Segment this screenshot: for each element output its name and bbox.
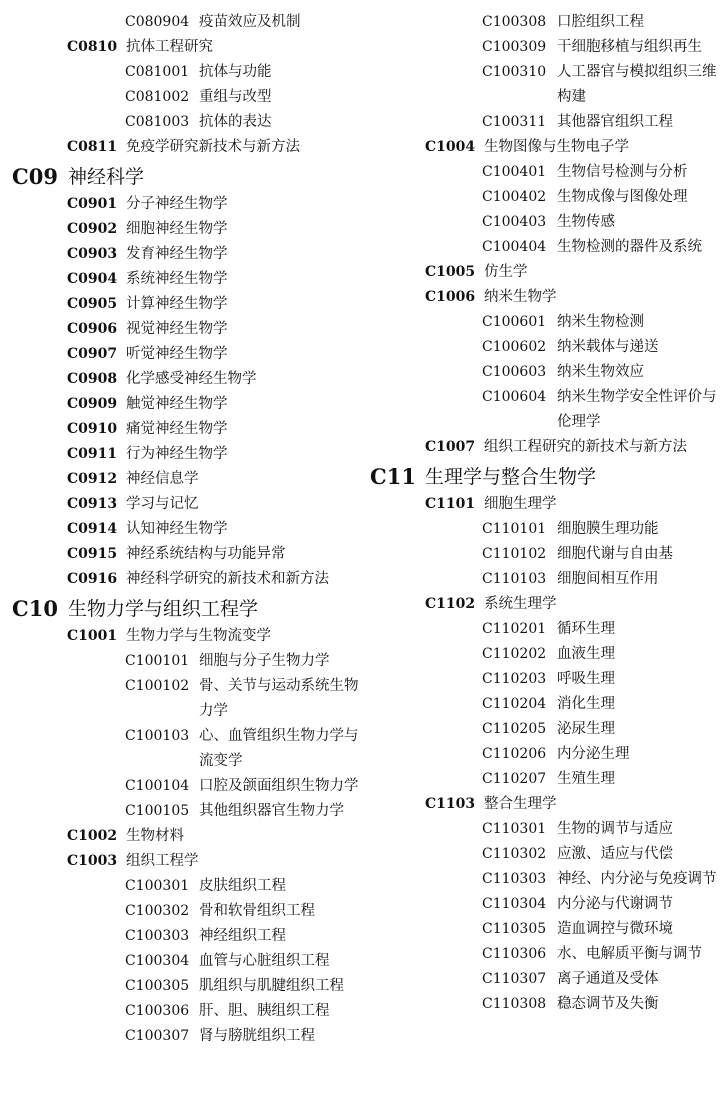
classification-code: C0913 xyxy=(67,496,118,512)
topic-entry xyxy=(0,1024,362,1049)
classification-code: C100604 xyxy=(482,389,547,405)
classification-title: 生物力学与组织工程学 xyxy=(68,598,259,620)
section-heading xyxy=(362,462,720,492)
classification-title: 人工器官与模拟组织三维构建 xyxy=(557,64,717,105)
classification-title: 细胞与分子生物力学 xyxy=(199,653,330,669)
topic-entry xyxy=(362,60,720,110)
classification-code: C1001 xyxy=(67,628,118,644)
subsection-entry xyxy=(0,467,362,492)
classification-code: C110308 xyxy=(482,996,547,1012)
classification-code: C100309 xyxy=(482,39,547,55)
topic-entry xyxy=(362,667,720,692)
classification-title: 认知神经生物学 xyxy=(126,521,228,537)
classification-title: 细胞间相互作用 xyxy=(557,571,659,587)
classification-title: 神经、内分泌与免疫调节 xyxy=(557,871,717,887)
classification-title: 系统神经生物学 xyxy=(126,271,228,287)
classification-title: 皮肤组织工程 xyxy=(199,878,286,894)
classification-code: C0911 xyxy=(67,446,118,462)
classification-title: 仿生学 xyxy=(484,264,528,280)
classification-code: C110102 xyxy=(482,546,547,562)
classification-code: C100308 xyxy=(482,14,547,30)
classification-code: C110302 xyxy=(482,846,547,862)
classification-code: C110205 xyxy=(482,721,547,737)
classification-title: 生物的调节与适应 xyxy=(557,821,673,837)
classification-code: C0904 xyxy=(67,271,118,287)
classification-title: 干细胞移植与组织再生 xyxy=(557,39,702,55)
classification-code: C0905 xyxy=(67,296,118,312)
subsection-entry xyxy=(0,135,362,160)
classification-code: C0914 xyxy=(67,521,118,537)
topic-entry xyxy=(0,60,362,85)
classification-title: 分子神经生物学 xyxy=(126,196,228,212)
classification-code: C0915 xyxy=(67,546,118,562)
classification-code: C100303 xyxy=(125,928,190,944)
topic-entry xyxy=(362,517,720,542)
topic-entry xyxy=(362,160,720,185)
subsection-entry xyxy=(0,442,362,467)
classification-title: 内分泌与代谢调节 xyxy=(557,896,673,912)
classification-code: C080904 xyxy=(125,14,190,30)
classification-code: C100307 xyxy=(125,1028,190,1044)
classification-title: 疫苗效应及机制 xyxy=(199,14,301,30)
subsection-entry xyxy=(0,292,362,317)
classification-title: 纳米生物效应 xyxy=(557,364,644,380)
topic-entry xyxy=(362,692,720,717)
classification-title: 水、电解质平衡与调节 xyxy=(557,946,702,962)
classification-title: 痛觉神经生物学 xyxy=(126,421,228,437)
classification-title: 生物材料 xyxy=(126,828,184,844)
topic-entry xyxy=(0,874,362,899)
subsection-entry xyxy=(0,242,362,267)
classification-title: 细胞膜生理功能 xyxy=(557,521,659,537)
classification-code: C100305 xyxy=(125,978,190,994)
subsection-entry xyxy=(362,285,720,310)
classification-code: C100101 xyxy=(125,653,190,669)
classification-code: C1103 xyxy=(425,796,476,812)
topic-entry xyxy=(0,85,362,110)
subsection-entry xyxy=(0,567,362,592)
classification-title: 骨和软骨组织工程 xyxy=(199,903,315,919)
classification-code: C100401 xyxy=(482,164,547,180)
classification-title: 学习与记忆 xyxy=(126,496,199,512)
classification-title: 抗体的表达 xyxy=(199,114,272,130)
classification-title: 生物检测的器件及系统 xyxy=(557,239,702,255)
classification-title: 其他组织器官生物力学 xyxy=(199,803,344,819)
classification-code: C110201 xyxy=(482,621,547,637)
classification-code: C0903 xyxy=(67,246,118,262)
classification-title: 血液生理 xyxy=(557,646,615,662)
subsection-entry xyxy=(0,267,362,292)
classification-code: C110304 xyxy=(482,896,547,912)
classification-title: 发育神经生物学 xyxy=(126,246,228,262)
classification-title: 泌尿生理 xyxy=(557,721,615,737)
subsection-entry xyxy=(0,849,362,874)
classification-title: 离子通道及受体 xyxy=(557,971,659,987)
topic-entry xyxy=(362,767,720,792)
topic-entry xyxy=(0,674,362,724)
classification-code: C100310 xyxy=(482,64,547,80)
subsection-entry xyxy=(362,435,720,460)
topic-entry xyxy=(0,10,362,35)
classification-code: C100602 xyxy=(482,339,547,355)
topic-entry xyxy=(0,924,362,949)
classification-title: 听觉神经生物学 xyxy=(126,346,228,362)
subsection-entry xyxy=(362,492,720,517)
classification-title: 其他器官组织工程 xyxy=(557,114,673,130)
classification-title: 肾与膀胱组织工程 xyxy=(199,1028,315,1044)
classification-title: 口腔组织工程 xyxy=(557,14,644,30)
classification-code: C1101 xyxy=(425,496,476,512)
subsection-entry xyxy=(0,317,362,342)
classification-code: C081002 xyxy=(125,89,190,105)
classification-code: C1006 xyxy=(425,289,476,305)
topic-entry xyxy=(362,742,720,767)
classification-title: 神经组织工程 xyxy=(199,928,286,944)
classification-code: C081001 xyxy=(125,64,190,80)
subsection-entry xyxy=(0,624,362,649)
classification-title: 触觉神经生物学 xyxy=(126,396,228,412)
subsection-entry xyxy=(362,592,720,617)
classification-title: 生物成像与图像处理 xyxy=(557,189,688,205)
classification-title: 消化生理 xyxy=(557,696,615,712)
topic-entry xyxy=(0,110,362,135)
classification-title: 组织工程研究的新技术与新方法 xyxy=(484,439,687,455)
classification-code: C0910 xyxy=(67,421,118,437)
topic-entry xyxy=(362,617,720,642)
topic-entry xyxy=(362,717,720,742)
classification-title: 视觉神经生物学 xyxy=(126,321,228,337)
classification-code: C0912 xyxy=(67,471,118,487)
classification-title: 肝、胆、胰组织工程 xyxy=(199,1003,330,1019)
classification-code: C100301 xyxy=(125,878,190,894)
classification-code: C100302 xyxy=(125,903,190,919)
topic-entry xyxy=(362,185,720,210)
classification-code: C110103 xyxy=(482,571,547,587)
subsection-entry xyxy=(0,192,362,217)
classification-code: C110306 xyxy=(482,946,547,962)
topic-entry xyxy=(362,967,720,992)
topic-entry xyxy=(362,917,720,942)
classification-code: C110301 xyxy=(482,821,547,837)
classification-title: 呼吸生理 xyxy=(557,671,615,687)
classification-code: C100103 xyxy=(125,728,190,744)
classification-code: C100102 xyxy=(125,678,190,694)
section-heading xyxy=(0,594,362,624)
classification-code: C1003 xyxy=(67,853,118,869)
topic-entry xyxy=(362,892,720,917)
topic-entry xyxy=(0,974,362,999)
classification-title: 神经信息学 xyxy=(126,471,199,487)
left-column xyxy=(0,10,362,1049)
classification-title: 细胞生理学 xyxy=(484,496,557,512)
classification-title: 行为神经生物学 xyxy=(126,446,228,462)
topic-entry xyxy=(362,35,720,60)
topic-entry xyxy=(362,385,720,435)
classification-title: 内分泌生理 xyxy=(557,746,630,762)
classification-title: 细胞代谢与自由基 xyxy=(557,546,673,562)
classification-code: C10 xyxy=(12,596,58,621)
topic-entry xyxy=(0,724,362,774)
classification-title: 纳米生物学 xyxy=(484,289,557,305)
classification-title: 系统生理学 xyxy=(484,596,557,612)
classification-code: C0811 xyxy=(67,139,118,155)
classification-title: 肌组织与肌腱组织工程 xyxy=(199,978,344,994)
classification-title: 抗体与功能 xyxy=(199,64,272,80)
classification-title: 生殖生理 xyxy=(557,771,615,787)
classification-code: C100311 xyxy=(482,114,547,130)
classification-code: C110206 xyxy=(482,746,547,762)
classification-code: C110207 xyxy=(482,771,547,787)
classification-title: 骨、关节与运动系统生物力学 xyxy=(199,678,359,719)
classification-code: C1004 xyxy=(425,139,476,155)
subsection-entry xyxy=(0,517,362,542)
classification-title: 计算神经生物学 xyxy=(126,296,228,312)
classification-title: 整合生理学 xyxy=(484,796,557,812)
topic-entry xyxy=(362,567,720,592)
classification-title: 纳米生物学安全性评价与伦理学 xyxy=(557,389,717,430)
classification-code: C1002 xyxy=(67,828,118,844)
classification-code: C100402 xyxy=(482,189,547,205)
classification-code: C0906 xyxy=(67,321,118,337)
classification-code: C100104 xyxy=(125,778,190,794)
classification-code: C11 xyxy=(370,464,416,489)
topic-entry xyxy=(0,649,362,674)
classification-title: 化学感受神经生物学 xyxy=(126,371,257,387)
classification-title: 免疫学研究新技术与新方法 xyxy=(126,139,300,155)
classification-code: C0901 xyxy=(67,196,118,212)
classification-title: 抗体工程研究 xyxy=(126,39,213,55)
subsection-entry xyxy=(0,342,362,367)
classification-code: C09 xyxy=(12,164,58,189)
classification-code: C110204 xyxy=(482,696,547,712)
classification-title: 组织工程学 xyxy=(126,853,199,869)
topic-entry xyxy=(0,799,362,824)
subsection-entry xyxy=(362,260,720,285)
classification-title: 生物传感 xyxy=(557,214,615,230)
classification-code: C110203 xyxy=(482,671,547,687)
classification-code: C0810 xyxy=(67,39,118,55)
topic-entry xyxy=(0,949,362,974)
topic-entry xyxy=(362,842,720,867)
topic-entry xyxy=(362,360,720,385)
classification-title: 稳态调节及失衡 xyxy=(557,996,659,1012)
subsection-entry xyxy=(0,492,362,517)
topic-entry xyxy=(0,899,362,924)
classification-title: 细胞神经生物学 xyxy=(126,221,228,237)
classification-title: 重组与改型 xyxy=(199,89,272,105)
classification-code: C100403 xyxy=(482,214,547,230)
right-column xyxy=(362,10,720,1017)
classification-code: C110307 xyxy=(482,971,547,987)
classification-title: 生物信号检测与分析 xyxy=(557,164,688,180)
topic-entry xyxy=(0,999,362,1024)
classification-title: 神经科学研究的新技术和新方法 xyxy=(126,571,329,587)
classification-title: 生理学与整合生物学 xyxy=(425,466,597,488)
classification-code: C100603 xyxy=(482,364,547,380)
section-heading xyxy=(0,162,362,192)
topic-entry xyxy=(362,210,720,235)
classification-title: 口腔及颌面组织生物力学 xyxy=(199,778,359,794)
topic-entry xyxy=(362,942,720,967)
classification-code: C1005 xyxy=(425,264,476,280)
classification-title: 纳米生物检测 xyxy=(557,314,644,330)
classification-code: C100105 xyxy=(125,803,190,819)
classification-code: C0916 xyxy=(67,571,118,587)
classification-title: 神经系统结构与功能异常 xyxy=(126,546,286,562)
topic-entry xyxy=(362,817,720,842)
topic-entry xyxy=(362,10,720,35)
classification-title: 生物图像与生物电子学 xyxy=(484,139,629,155)
classification-code: C0908 xyxy=(67,371,118,387)
classification-title: 生物力学与生物流变学 xyxy=(126,628,271,644)
classification-code: C100404 xyxy=(482,239,547,255)
classification-title: 神经科学 xyxy=(68,166,145,188)
classification-code: C100304 xyxy=(125,953,190,969)
topic-entry xyxy=(362,542,720,567)
subsection-entry xyxy=(0,35,362,60)
subsection-entry xyxy=(362,792,720,817)
topic-entry xyxy=(362,310,720,335)
topic-entry xyxy=(362,235,720,260)
topic-entry xyxy=(362,992,720,1017)
topic-entry xyxy=(362,642,720,667)
topic-entry xyxy=(362,867,720,892)
classification-code: C1102 xyxy=(425,596,476,612)
classification-title: 血管与心脏组织工程 xyxy=(199,953,330,969)
classification-code: C100601 xyxy=(482,314,547,330)
classification-code: C081003 xyxy=(125,114,190,130)
classification-code: C1007 xyxy=(425,439,476,455)
classification-code: C0909 xyxy=(67,396,118,412)
classification-code: C0902 xyxy=(67,221,118,237)
topic-entry xyxy=(362,110,720,135)
classification-code: C110305 xyxy=(482,921,547,937)
classification-title: 心、血管组织生物力学与流变学 xyxy=(199,728,359,769)
subsection-entry xyxy=(0,367,362,392)
classification-code: C0907 xyxy=(67,346,118,362)
subsection-entry xyxy=(0,217,362,242)
subsection-entry xyxy=(362,135,720,160)
topic-entry xyxy=(362,335,720,360)
subsection-entry xyxy=(0,392,362,417)
classification-title: 循环生理 xyxy=(557,621,615,637)
topic-entry xyxy=(0,774,362,799)
classification-code: C110202 xyxy=(482,646,547,662)
classification-title: 造血调控与微环境 xyxy=(557,921,673,937)
subsection-entry xyxy=(0,824,362,849)
classification-title: 纳米载体与递送 xyxy=(557,339,659,355)
classification-code: C110101 xyxy=(482,521,547,537)
classification-code: C100306 xyxy=(125,1003,190,1019)
classification-code: C110303 xyxy=(482,871,547,887)
subsection-entry xyxy=(0,542,362,567)
subsection-entry xyxy=(0,417,362,442)
classification-title: 应激、适应与代偿 xyxy=(557,846,673,862)
